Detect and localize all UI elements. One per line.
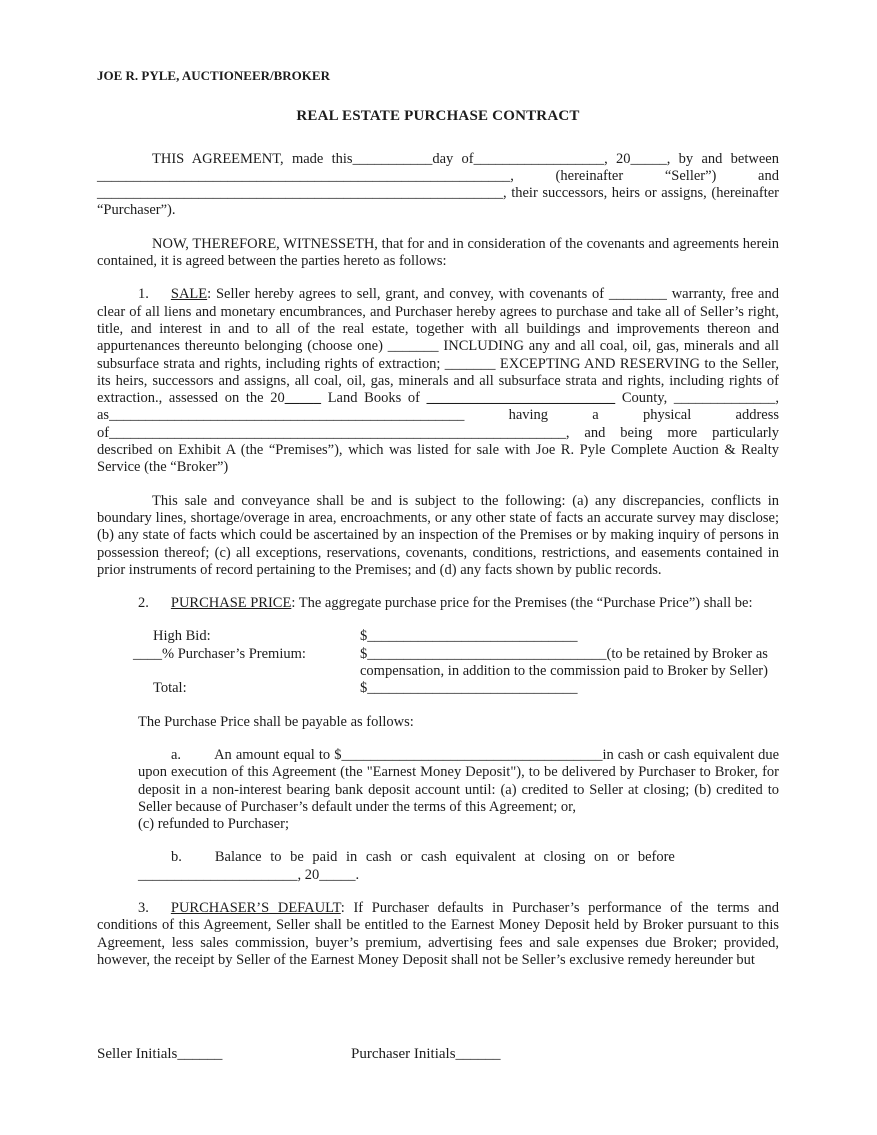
section-2-body: : The aggregate purchase price for the Premises (the “Purchase Price”) shall be: — [291, 595, 753, 612]
payable-intro-paragraph: The Purchase Price shall be payable as follows: — [138, 713, 414, 730]
witnesseth-paragraph: NOW, THEREFORE, WITNESSETH, that for and in consideration of the covenants and agreements herein contained, it is agreed between the parties hereto as follows: — [97, 235, 779, 270]
section-2-purchase-price — [97, 595, 779, 612]
total-label: Total: — [153, 680, 187, 697]
purchasers-premium-label: ____% Purchaser’s Premium: — [133, 645, 306, 662]
initials-footer — [97, 1046, 779, 1066]
item-a-text: An amount equal to $____________________________________in cash or cash equivalent due upon execution of this Agreement (the "Earnest Money Deposit"), to be delivered by Purchaser to Broker, for deposit in a non-interest bearing bank deposit account until: (a) credited to Seller at closing; (b) credited to Seller because of Purchaser’s default under the terms of this Agreement; or, — [138, 746, 779, 815]
section-1-heading: SALE — [170, 286, 208, 303]
section-1-body-start: : Seller hereby agrees to sell, grant, and convey, with covenants of ________ warranty, free and clear of all liens and monetary encumbrances, and Purchaser hereby agrees to purchase and take all of Seller’s right, title, and interest in and to all of the real estate, together with all buildings and improvements thereon and appurtenances thereunto belonging (choose one) _______ INCLUDING any and all coal, oil, gas, minerals and all subsurface strata and rights, including rights of extraction; _______ EXCEPTING AND RESERVING to the Seller, its heirs, successors and assigns, all coal, oil, gas, minerals and all subsurface strata and rights, including rights of extraction., assessed on the 20 — [97, 286, 779, 407]
section-2-number: 2. — [138, 595, 149, 612]
item-b-text: Balance to be paid in cash or cash equivalent at closing on or before — [214, 849, 675, 866]
item-b-letter: b. — [171, 849, 182, 866]
section-1-body-end: County, ______________, as_________________________________________________ having a physical address of_______________________________________________________________, and being more particularly described on Exhibit A (the “Premises”), which was listed for sale with Joe R. Pyle Complete Auction & Realty Service (the “Broker”) — [97, 390, 779, 476]
premium-note: compensation, in addition to the commission paid to Broker by Seller) — [360, 663, 768, 680]
premium-amount-blank: $_________________________________(to be retained by Broker as — [360, 645, 768, 662]
seller-initials-blank: Seller Initials______ — [97, 1046, 223, 1062]
table-row-purchasers-premium — [133, 645, 779, 681]
purchaser-initials-blank: Purchaser Initials______ — [351, 1046, 501, 1062]
county-name-blank: __________________________ — [426, 390, 616, 407]
item-a-letter: a. — [171, 746, 182, 763]
section-2-heading: PURCHASE PRICE — [170, 595, 292, 612]
table-row-total — [153, 680, 779, 697]
agreement-intro-paragraph: THIS AGREEMENT, made this___________day of__________________, 20_____, by and between _________________________________________________________, (hereinafter “Seller”) and ________________________________________________________, their successors, heirs or assigns, (hereinafter “Purchaser”). — [97, 150, 779, 219]
total-amount-blank: $_____________________________ — [360, 680, 578, 697]
high-bid-label: High Bid: — [153, 628, 211, 645]
document-title: REAL ESTATE PURCHASE CONTRACT — [296, 108, 580, 125]
section-1-number: 1. — [138, 286, 149, 303]
item-a-text-2: (c) refunded to Purchaser; — [138, 816, 289, 833]
contract-content — [97, 67, 779, 985]
section-1-sale — [97, 286, 779, 476]
section-3-number: 3. — [138, 899, 149, 916]
item-b-balance — [138, 849, 779, 884]
high-bid-amount-blank: $_____________________________ — [360, 628, 578, 645]
broker-header: JOE R. PYLE, AUCTIONEER/BROKER — [97, 68, 330, 83]
year-blank: _____ — [284, 390, 322, 407]
purchase-price-table — [97, 628, 779, 697]
section-3-purchasers-default — [97, 900, 779, 969]
section-3-heading: PURCHASER’S DEFAULT — [170, 899, 341, 916]
section-3-body: : If Purchaser defaults in Purchaser’s performance of the terms and conditions of this Agreement, Seller shall be entitled to the Earnest Money Deposit held by Broker pursuant to this Agreement, less sales commission, buyer’s premium, advertising fees and sale expenses due Broker; provided, however, the receipt by Seller of the Earnest Money Deposit shall not be Seller’s exclusive remedy hereunder but — [97, 899, 779, 968]
closing-date-blank: ______________________, 20_____. — [138, 866, 360, 883]
section-1-body-mid: Land Books of — [321, 390, 427, 407]
table-row-high-bid — [153, 628, 779, 645]
purchasers-premium-amount — [360, 646, 779, 681]
item-a-earnest-money — [138, 747, 779, 833]
subject-to-paragraph: This sale and conveyance shall be and is subject to the following: (a) any discrepancies, conflicts in boundary lines, shortage/overage in area, encroachments, or any other state of facts an accurate survey may disclose; (b) any state of facts which could be ascertained by an inspection of the Premises or by making inquiry of persons in possession thereof; (c) all exceptions, reservations, covenants, conditions, restrictions, and easements contained in prior instruments of record pertaining to the Premises; and (d) any facts shown by public records. — [97, 492, 779, 578]
